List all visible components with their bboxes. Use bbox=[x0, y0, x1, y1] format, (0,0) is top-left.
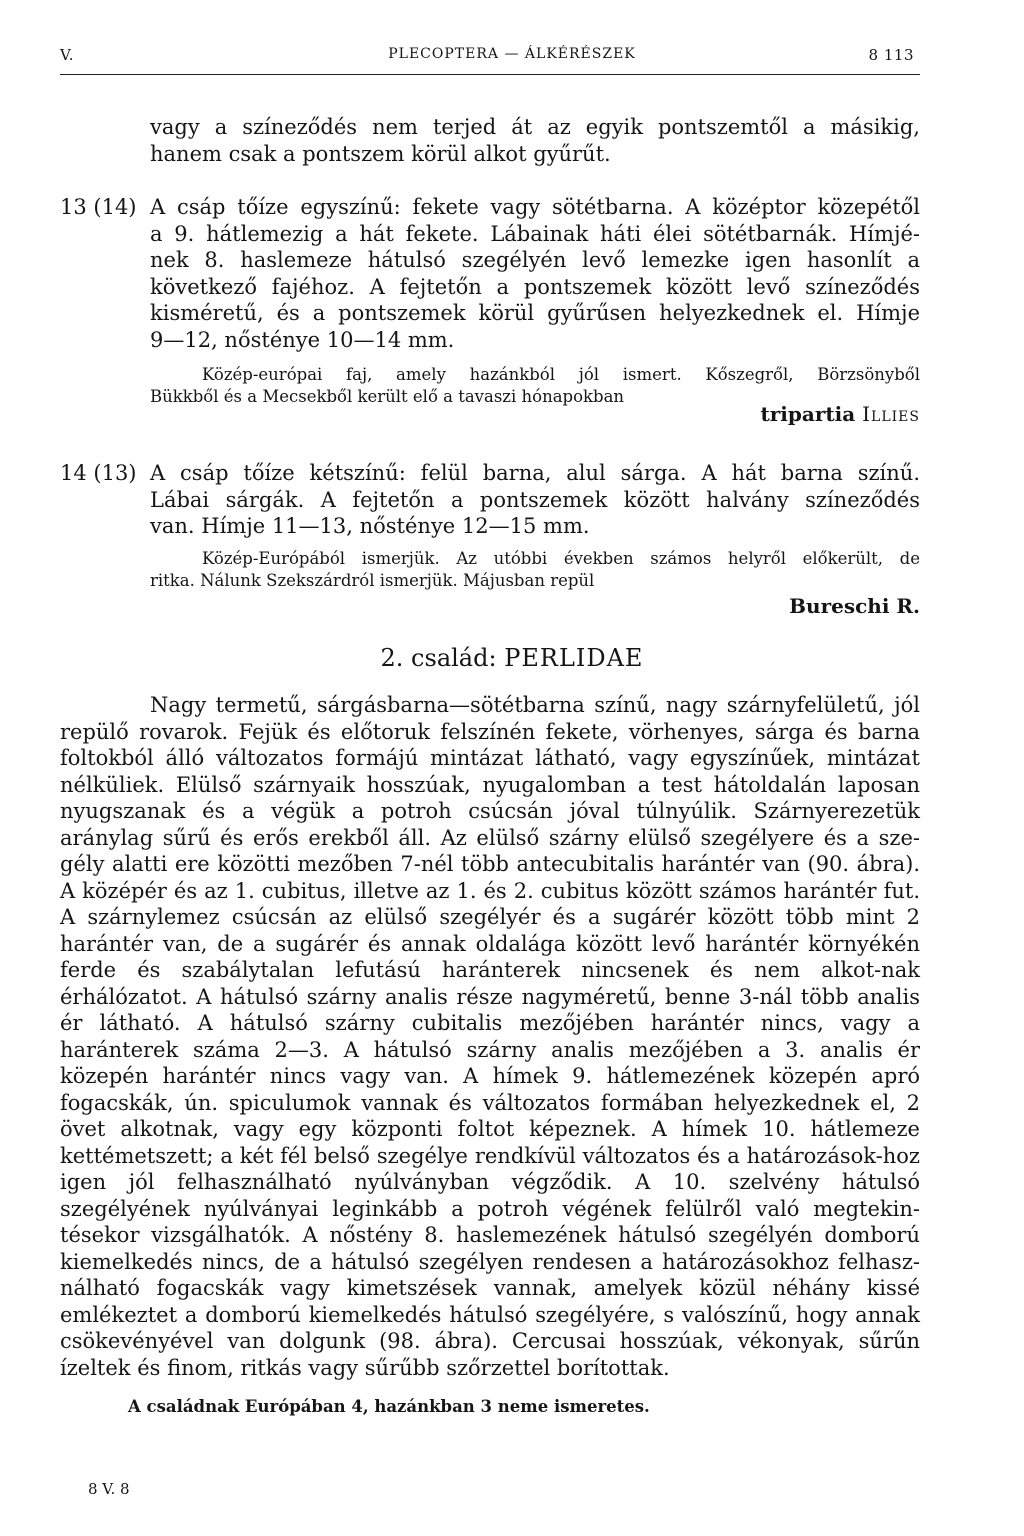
text-line: Lábai sárgák. A fejtetőn a pontszemek között halvány színeződés bbox=[150, 487, 920, 512]
text-line: 9—12, nőstényе 10—14 mm. bbox=[150, 327, 455, 352]
key-label-13: 13 (14) bbox=[60, 195, 137, 219]
family-prefix: 2. család: bbox=[380, 644, 497, 672]
text-line: a 9. hátlemezig a hát fekete. Lábainak háti élei sötétbarnák. Hímjé- bbox=[150, 221, 920, 246]
family-name: PERLIDAE bbox=[504, 644, 644, 672]
closing-note: A családnak Európában 4, hazánkban 3 neme ismeretes. bbox=[128, 1397, 650, 1416]
note-line: Bükkből és a Mecsekből került elő a tavaszi hónapokban bbox=[150, 387, 625, 406]
text-line: A csáp tőíze egyszínű: fekete vagy sötétbarna. A középtor közepétől bbox=[150, 195, 920, 219]
key-entry-14 bbox=[150, 460, 920, 540]
note-line: ritka. Nálunk Szekszárdról ismerjük. Májusban repül bbox=[150, 571, 595, 590]
species-name-14: Bureschi R. bbox=[789, 594, 920, 618]
footer-signature: 8 V. 8 bbox=[88, 1480, 130, 1498]
family-heading bbox=[0, 644, 1024, 672]
note-14 bbox=[150, 548, 920, 592]
intro-text bbox=[150, 114, 920, 167]
text-line: nek 8. haslemeze hátulsó szegélyén levő lemezke igen hasonlít a bbox=[150, 248, 920, 272]
key-entry-13 bbox=[150, 194, 920, 353]
note-line: Közép-Európából ismerjük. Az utóbbi években számos helyről előkerült, de bbox=[202, 549, 920, 568]
page-number: 8 113 bbox=[868, 46, 914, 64]
text-line: van. Hímje 11—13, nőstényе 12—15 mm. bbox=[150, 514, 590, 538]
key-label-14: 14 (13) bbox=[60, 461, 137, 485]
text-line: vagy a színeződés nem terjed át az egyik pontszemtől a másikig, bbox=[150, 115, 920, 139]
text-line: A csáp tőíze kétszínű: felül barna, alul sárga. A hát barna színű. bbox=[150, 461, 920, 485]
species-author: Illies bbox=[862, 402, 920, 426]
running-title: PLECOPTERA — ÁLKÉRÉSZEK bbox=[388, 46, 636, 62]
text-line: kisméretű, és a pontszemek körül gyűrűsen helyezkednek el. Hímje bbox=[150, 301, 920, 325]
species-name-13 bbox=[761, 402, 920, 426]
header-volume: V. bbox=[60, 46, 74, 64]
header-rule bbox=[60, 74, 920, 75]
species-epithet: tripartia bbox=[760, 402, 856, 426]
text-line: hanem csak a pontszem körül alkot gyűrűt. bbox=[150, 141, 611, 166]
note-line: Közép-európai faj, amely hazánkból jól ismert. Kőszegről, Börzsönyből bbox=[202, 365, 920, 384]
family-description: Nagy termetű, sárgásbarna—sötétbarna színű, nagy szárnyfelületű, jól repülő rovarok. Fejük és előtoruk felszínén fekete, vörhenyes, sárga és barna foltokból álló változatos formájú mintázat látható, vagy egyszínűek, mintázat nélküliek. Elülső szárnyaik hosszúak, nyugalomban a test hátoldalán laposan nyugszanak és a végük a potroh csúcsán jóval túlnyúlik. Szárnyerezetük aránylag sűrű és erős erekből áll. Az elülső szárny elülső szegélyere és a sze-gély alatti ere közötti mezőben 7-nél több antecubitalis harántér van (90. ábra). A középér és az 1. cubitus, illetve az 1. és 2. cubitus között számos harántér fut. A szárnylemez csúcsán az elülső szegélyér és a sugárér között több mint 2 harántér van, de a sugárér és annak oldalága között levő harántér környékén ferde és szabálytalan lefutású haránterek nincsenek és nem alkot-nak érhálózatot. A hátulsó szárny analis része nagyméretű, benne 3-nál több analis ér látható. A hátulsó szárny cubitalis mezőjében harántér nincs, vagy a haránterek száma 2—3. A hátulsó szárny analis mezőjében a 3. analis ér közepén harántér nincs vagy van. A hímek 9. hátlemezének közepén apró fogacskák, ún. spiculumok vannak és változatos formában helyezkednek el, 2 övet alkotnak, vagy egy központi foltot képeznek. A hímek 10. hátlemeze kettémetszett; a két fél belső szegélye rendkívül változatos és a határozások-hoz igen jól felhasználható nyúlványban végződik. A 10. szelvény hátulsó szegélyének nyúlványai leginkább a potroh végének felülről való megtekin-tésekor vizsgálhatók. A nőstény 8. haslemezének hátulsó szegélyén domború kiemelkedés nincs, de a hátulsó szegélyen rendesen a határozásokhoz felhasz-nálható fogacskák vagy kimetszések vannak, amelyek közül néhány kissé emlékeztet a domború kiemelkedés hátulsó szegélyére, s valószínű, hogy annak csökevényével van dolgunk (98. ábra). Cercusai hosszúak, vékonyak, sűrűn ízeltek és finom, ritkás vagy sűrűbb szőrzettel borítottak. bbox=[60, 693, 920, 1380]
text-line: következő fajéhoz. A fejtetőn a pontszemek között levő színeződés bbox=[150, 274, 920, 299]
